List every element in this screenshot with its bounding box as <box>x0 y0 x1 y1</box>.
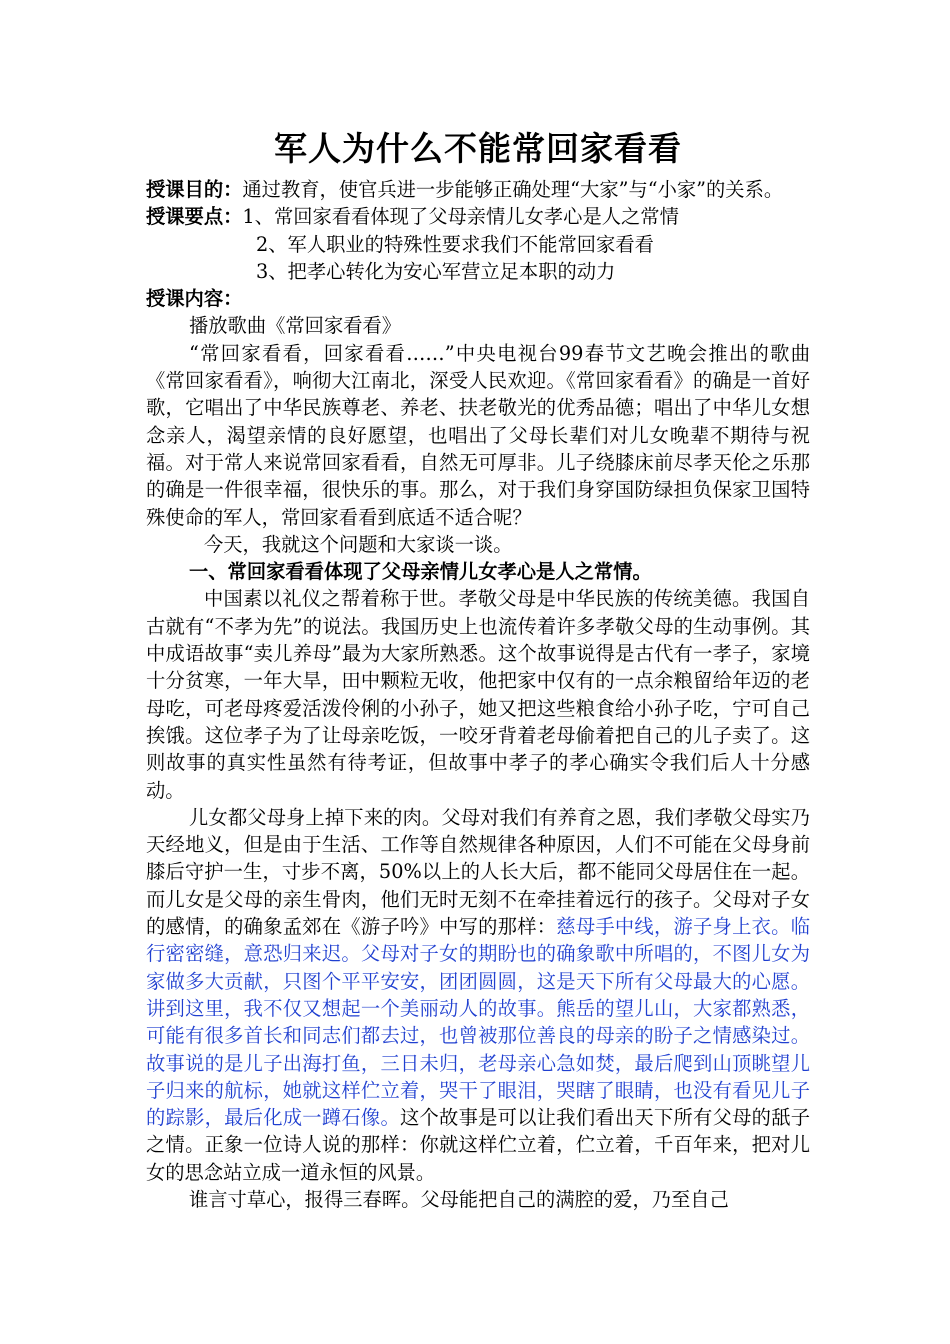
key-points-label: 授课要点： <box>146 205 243 229</box>
key-point-item: 3、把孝心转化为安心军营立足本职的动力 <box>256 259 616 283</box>
objective-text: 通过教育，使官兵进一步能够正确处理“大家”与“小家”的关系。 <box>242 178 784 201</box>
key-point-item: 2、军人职业的特殊性要求我们不能常回家看看 <box>256 232 654 256</box>
document-title: 军人为什么不能常回家看看 <box>274 129 682 168</box>
section-one-heading: 一、常回家看看体现了父母亲情儿女孝心是人之常情。 <box>189 560 652 584</box>
key-points-first <box>146 203 810 230</box>
objective-label: 授课目的： <box>146 178 243 201</box>
parents-tail-text: 这个故事是可以让我们看出天下所有父母的舐子之情。正象一位诗人说的那样：你就这样伫立着，伫立着，千百年来，把对儿女的思念站立成一道永恒的风景。 <box>146 1106 811 1184</box>
song-line: 播放歌曲《常回家看看》 <box>189 314 402 338</box>
highlighted-text: 慈母手中线，游子身上衣。临行密密缝，意恐归来迟。父母对子女的期盼也的确象歌中所唱的，不图儿女为家做多大贡献，只图个平平安安，团团圆圆，这是天下所有父母最大的心愿。讲到这里，我不仅又想起一个美丽动人的故事。熊岳的望儿山，大家都熟悉，可能有很多首长和同志们都去过，也曾被那位善良的母亲的盼子之情感染过。故事说的是儿子出海打鱼，三日未归，老母亲心急如焚，最后爬到山顶眺望儿子归来的航标，她就这样伫立着，哭干了眼泪，哭瞎了眼睛，也没有看见儿子的踪影，最后化成一蹲石像。 <box>146 915 811 1130</box>
closing-paragraph: 谁言寸草心，报得三春晖。父母能把自己的满腔的爱，乃至自己 <box>189 1187 729 1211</box>
objective-paragraph <box>146 176 810 203</box>
parents-paragraph <box>146 804 810 1186</box>
key-point-item: 1、常回家看看体现了父母亲情儿女孝心是人之常情 <box>242 205 679 229</box>
story-paragraph: 中国素以礼仪之帮着称于世。孝敬父母是中华民族的传统美德。我国自古就有“不孝为先”的说法。我国历史上也流传着许多孝敬父母的生动事例。其中成语故事“卖儿养母”最为大家所熟悉。这个故事说得是古代有一孝子，家境十分贫寒，一年大旱，田中颗粒无收，他把家中仅有的一点余粮留给年迈的老母吃，可老母疼爱活泼伶俐的小孙子，她又把这些粮食给小孙子吃，宁可自己挨饿。这位孝子为了让母亲吃饭，一咬牙背着老母偷着把自己的儿子卖了。这则故事的真实性虽然有待考证，但故事中孝子的孝心确实令我们后人十分感动。 <box>146 587 810 802</box>
intro-paragraph: “常回家看看，回家看看……”中央电视台99春节文艺晚会推出的歌曲《常回家看看》，响彻大江南北，深受人民欢迎。《常回家看看》的确是一首好歌，它唱出了中华民族尊老、养老、扶老敬光的优秀品德；唱出了中华儿女想念亲人，渴望亲情的良好愿望，也唱出了父母长辈们对儿女晚辈不期待与祝福。对于常人来说常回家看看，自然无可厚非。儿子绕膝床前尽孝天伦之乐那的确是一件很幸福，很快乐的事。那么，对于我们身穿国防绿担负保家卫国特殊使命的军人，常回家看看到底适不适合呢？ <box>146 341 810 529</box>
content-label: 授课内容： <box>146 287 243 311</box>
transition-paragraph: 今天，我就这个问题和大家谈一谈。 <box>204 532 513 556</box>
document-page <box>146 124 810 1213</box>
parents-text: 儿女都父母身上掉下来的肉。父母对我们有养育之恩，我们孝敬父母实乃天经地义，但是由于生活、工作等自然规律各种原因，人们不可能在父母身前膝后守护一生，寸步不离，50%以上的人长大后，都不能同父母居住在一起。而儿女是父母的亲生骨肉，他们无时无刻不在牵挂着远行的孩子。父母对子女的感情，的确象孟郊在《游子吟》中写的那样： <box>146 805 810 939</box>
